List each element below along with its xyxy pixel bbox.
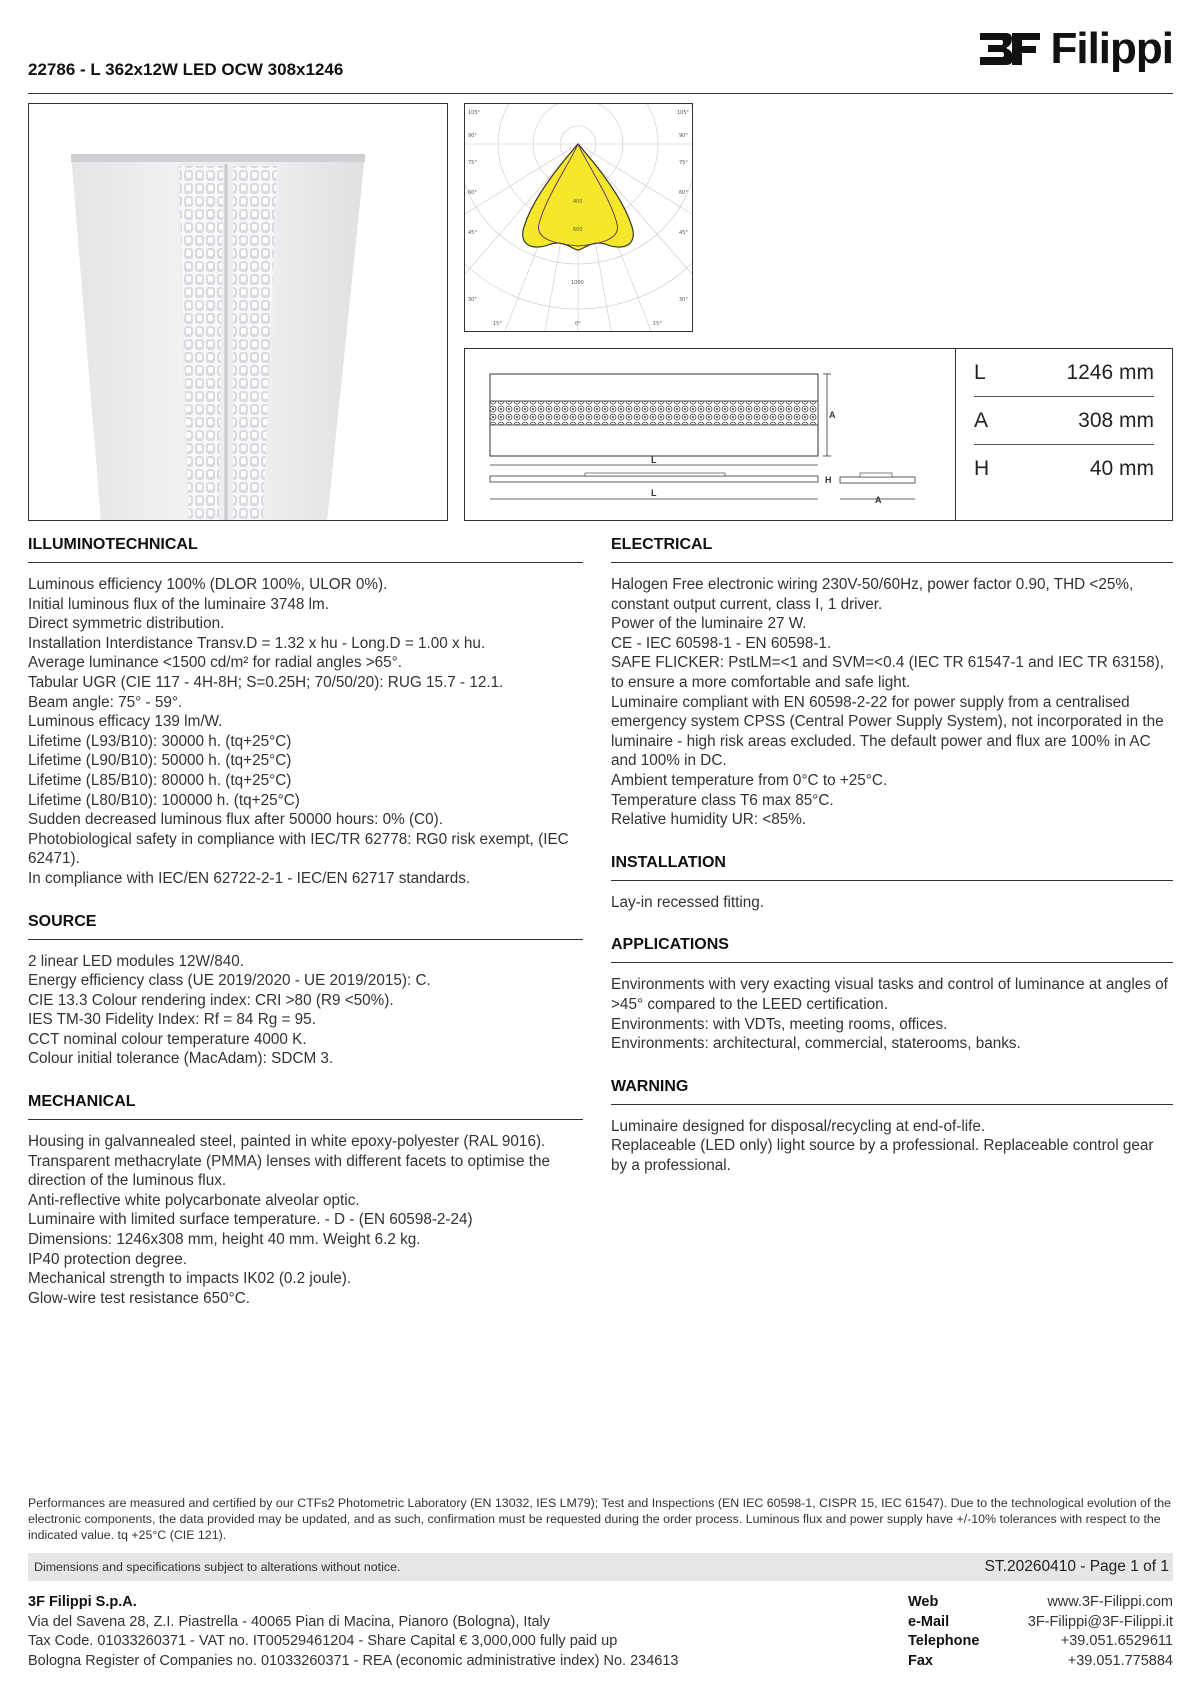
spec-line: Relative humidity UR: <85%. [611, 811, 807, 829]
spec-line: CCT nominal colour temperature 4000 K. [28, 1030, 307, 1048]
spec-line: Environments: architectural, commercial, staterooms, banks. [611, 1035, 1021, 1053]
dimension-value: 308 mm [1078, 408, 1154, 432]
company-name: 3F Filippi S.p.A. [28, 1594, 137, 1610]
spec-line: Luminous efficiency 100% (DLOR 100%, ULOR 0%). [28, 576, 388, 593]
spec-line: Lay-in recessed fitting. [611, 893, 765, 911]
spec-line: Dimensions: 1246x308 mm, height 40 mm. Weight 6.2 kg. [28, 1231, 421, 1249]
spec-line: Lifetime (L85/B10): 80000 h. (tq+25°C) [28, 771, 292, 789]
fax-value: +39.051.775884 [1067, 1652, 1173, 1669]
left-spec-column [28, 530, 583, 1326]
section-body-mechanical [28, 1132, 583, 1308]
spec-line: Replaceable (LED only) light source by a professional. Replaceable control gear by a professional. [611, 1137, 1154, 1174]
spec-line: Anti-reflective white polycarbonate alveolar optic. [28, 1191, 360, 1209]
right-spec-column [611, 530, 1173, 1193]
polar-angle-left: 45° [468, 230, 477, 236]
spec-line: Energy efficiency class (UE 2019/2020 - UE 2019/2015): C. [28, 972, 431, 990]
company-info [28, 1593, 678, 1671]
performance-disclaimer: Performances are measured and certified by our CTFs2 Photometric Laboratory (EN 13032, IES LM79); Test and Inspections (EN IEC 60598-1, CISPR 15, IEC 61547). Due to the technological evolution of the electronic components, the data provided may be updated, and as such, confirmation must be requested during the order process. Luminous flux and power supply have +/-10% tolerances with respect to the indicated value. tq +25°C (CIE 121). [28, 1496, 1172, 1542]
alterations-notice: Dimensions and specifications subject to alterations without notice. [34, 1560, 401, 1574]
section-body-warning [611, 1117, 1173, 1176]
spec-line: Lifetime (L90/B10): 50000 h. (tq+25°C) [28, 752, 292, 770]
section-body-applications [611, 975, 1173, 1053]
section-heading-illuminotechnical: ILLUMINOTECHNICAL [28, 530, 583, 563]
polar-light-distribution-diagram [464, 103, 693, 332]
spec-line: Tabular UGR (CIE 117 - 4H-8H; S=0.25H; 70/50/20): RUG 15.7 - 12.1. [28, 673, 504, 691]
polar-radial-value: 400 [573, 199, 583, 205]
spec-line: Environments with very exacting visual tasks and control of luminance at angles of >45° compared to the LEED certification. [611, 976, 1168, 1013]
contact-info [908, 1593, 1173, 1671]
luminaire-photo-illustration [29, 104, 448, 521]
technical-drawing [464, 348, 956, 521]
spec-line: In compliance with IEC/EN 62722-2-1 - IEC/EN 62717 standards. [28, 869, 471, 887]
polar-angle-right: 30° [679, 297, 688, 303]
spec-line: Photobiological safety in compliance with IEC/TR 62778: RG0 risk exempt, (IEC 62471). [28, 830, 569, 868]
polar-angle-right: 90° [679, 133, 688, 139]
dimension-label-l-bottom: L [651, 488, 657, 498]
section-heading-electrical: ELECTRICAL [611, 530, 1173, 563]
dimension-label-l: L [651, 455, 657, 465]
polar-angle-left: 30° [468, 297, 477, 303]
polar-radial-value: 1000 [571, 280, 584, 286]
dimension-value: 40 mm [1089, 457, 1154, 480]
spec-line: Sudden decreased luminous flux after 50000 hours: 0% (C0). [28, 811, 443, 829]
spec-line: Luminaire with limited surface temperature. - D - (EN 60598-2-24) [28, 1211, 473, 1229]
brand-name: Filippi [1050, 24, 1173, 73]
spec-line: CE - IEC 60598-1 - EN 60598-1. [611, 634, 832, 652]
spec-line: Glow-wire test resistance 650°C. [28, 1289, 251, 1307]
spec-line: Luminaire compliant with EN 60598-2-22 for power supply from a centralised emergency system CPSS (Central Power Supply System), not incorporated in the luminaire - high risk areas excluded. The default power and flux are 100% in AC and 100% in DC. [611, 693, 1164, 770]
brand-logo [976, 24, 1173, 74]
polar-angle-right: 105° [677, 110, 690, 116]
spec-line: Installation Interdistance Transv.D = 1.32 x hu - Long.D = 1.00 x hu. [28, 634, 486, 652]
spec-line: Power of the luminaire 27 W. [611, 615, 807, 633]
spec-line: IP40 protection degree. [28, 1250, 188, 1268]
dimension-row-length [974, 349, 1154, 397]
polar-angle-right: 45° [679, 230, 688, 236]
web-link[interactable]: www.3F-Filippi.com [1047, 1594, 1173, 1610]
spec-line: Temperature class T6 max 85°C. [611, 791, 834, 809]
polar-angle-bottom: 0° [575, 321, 581, 327]
dimension-label-h: H [825, 475, 832, 485]
dimension-label-a-side: A [875, 495, 882, 505]
company-register: Bologna Register of Companies no. 01033260371 - REA (economic administrative index) No. 234613 [28, 1652, 679, 1669]
spec-line: Lifetime (L93/B10): 30000 h. (tq+25°C) [28, 732, 292, 750]
section-heading-installation: INSTALLATION [611, 848, 1173, 881]
spec-line: Luminaire designed for disposal/recycling at end-of-life. [611, 1117, 986, 1135]
section-body-electrical [611, 575, 1173, 830]
section-heading-source: SOURCE [28, 907, 583, 940]
contact-row-email [908, 1613, 1173, 1633]
spec-line: CIE 13.3 Colour rendering index: CRI >80 (R9 <50%). [28, 991, 394, 1009]
spec-line: Halogen Free electronic wiring 230V-50/60Hz, power factor 0.90, THD <25%, constant output current, class I, 1 driver. [611, 576, 1134, 613]
dimension-row-width [974, 397, 1154, 445]
polar-angle-left: 75° [468, 160, 477, 166]
spec-line: IES TM-30 Fidelity Index: Rf = 84 Rg = 95. [28, 1011, 316, 1029]
company-tax: Tax Code. 01033260371 - VAT no. IT00529461204 - Share Capital € 3,000,000 fully paid up [28, 1633, 618, 1650]
section-body-source [28, 952, 583, 1070]
notice-bar [28, 1553, 1173, 1581]
polar-angle-left: 105° [468, 110, 481, 116]
polar-chart-svg [465, 104, 692, 331]
dimension-value: 1246 mm [1066, 360, 1154, 384]
dimension-drawing-svg [465, 349, 955, 520]
spec-line: Ambient temperature from 0°C to +25°C. [611, 771, 888, 789]
spec-line: Housing in galvannealed steel, painted in white epoxy-polyester (RAL 9016). [28, 1133, 546, 1151]
polar-angle-right: 75° [679, 160, 688, 166]
spec-line: 2 linear LED modules 12W/840. [28, 952, 244, 970]
dimension-label-a: A [829, 410, 836, 420]
spec-line: Transparent methacrylate (PMMA) lenses with different facets to optimise the direction of the luminous flux. [28, 1152, 551, 1190]
polar-angle-bottom: 15° [653, 321, 662, 327]
contact-row-fax [908, 1652, 1173, 1672]
contact-label: Telephone [908, 1633, 980, 1650]
spec-line: Beam angle: 75° - 59°. [28, 693, 183, 711]
section-heading-applications: APPLICATIONS [611, 930, 1173, 963]
product-photo [28, 103, 448, 521]
polar-angle-right: 60° [679, 190, 688, 196]
section-heading-warning: WARNING [611, 1072, 1173, 1105]
brand-3f-mark-icon [976, 27, 1044, 71]
email-link[interactable]: 3F-Filippi@3F-Filippi.it [1027, 1613, 1173, 1630]
product-title: 22786 - L 362x12W LED OCW 308x1246 [28, 60, 344, 79]
spec-line: SAFE FLICKER: PstLM=<1 and SVM=<0.4 (IEC TR 61547-1 and IEC TR 63158), to ensure a more comfortable and safe light. [611, 654, 1164, 691]
contact-row-web [908, 1593, 1173, 1613]
spec-line: Initial luminous flux of the luminaire 3748 lm. [28, 595, 329, 613]
spec-line: Mechanical strength to impacts IK02 (0.2 joule). [28, 1270, 352, 1288]
polar-angle-bottom: 15° [493, 321, 502, 327]
polar-angle-left: 90° [468, 133, 477, 139]
spec-line: Luminous efficacy 139 lm/W. [28, 713, 223, 731]
spec-line: Environments: with VDTs, meeting rooms, offices. [611, 1015, 948, 1033]
spec-line: Average luminance <1500 cd/m² for radial angles >65°. [28, 654, 403, 672]
spec-line: Lifetime (L80/B10): 100000 h. (tq+25°C) [28, 791, 300, 809]
contact-row-telephone [908, 1632, 1173, 1652]
dimension-row-height [974, 445, 1154, 493]
contact-label: Fax [908, 1652, 933, 1669]
contact-label: e-Mail [908, 1613, 950, 1630]
page-footer [28, 1593, 1173, 1683]
polar-curve-c0 [523, 144, 634, 250]
company-address: Via del Savena 28, Z.I. Piastrella - 40065 Pian di Macina, Pianoro (Bologna), Italy [28, 1613, 551, 1630]
section-heading-mechanical: MECHANICAL [28, 1087, 583, 1120]
dimension-key: L [974, 360, 986, 384]
telephone-value: +39.051.6529611 [1060, 1633, 1173, 1650]
contact-label: Web [908, 1594, 939, 1610]
section-body-installation [611, 893, 1173, 913]
dimension-key: H [974, 457, 990, 480]
page-header [28, 22, 1173, 94]
spec-line: Direct symmetric distribution. [28, 615, 225, 633]
polar-angle-left: 60° [468, 190, 477, 196]
polar-radial-value: 600 [573, 227, 583, 233]
page-reference: ST.20260410 - Page 1 of 1 [984, 1558, 1169, 1575]
dimension-key: A [974, 408, 989, 432]
section-body-illuminotechnical [28, 575, 583, 889]
spec-line: Colour initial tolerance (MacAdam): SDCM 3. [28, 1050, 334, 1068]
dimensions-table [955, 348, 1173, 521]
